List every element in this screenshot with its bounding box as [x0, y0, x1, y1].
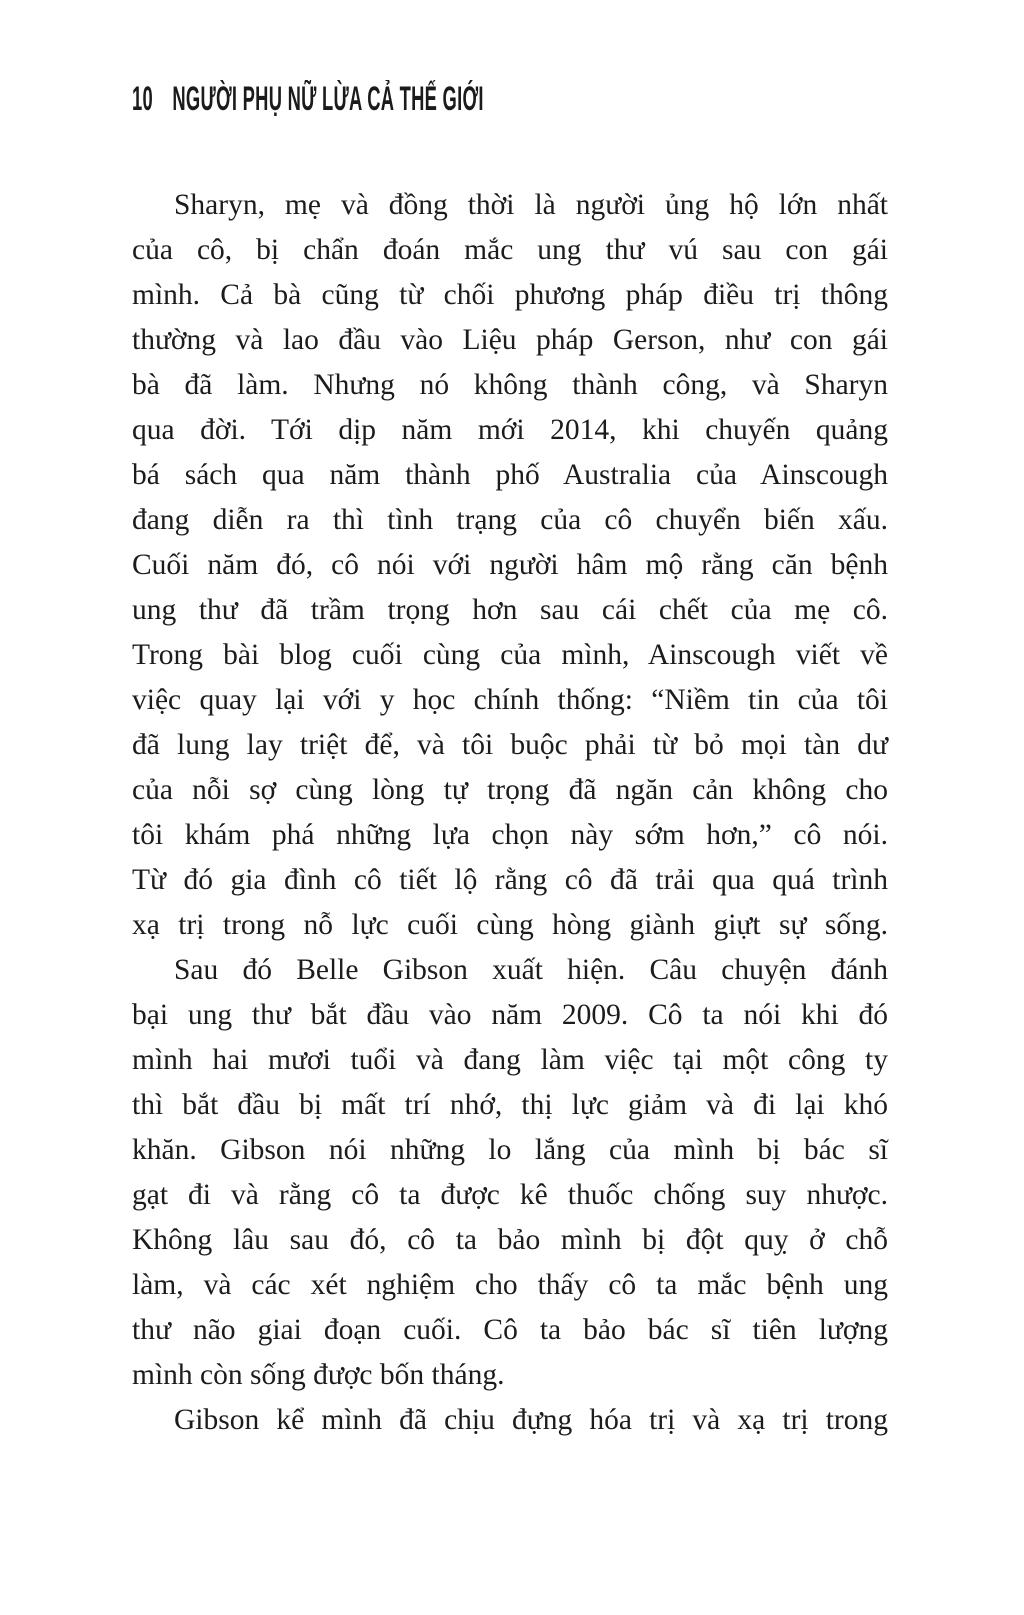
text-line: của nỗi sợ cùng lòng tự trọng đã ngăn cản không cho	[132, 774, 888, 806]
text-line: Sharyn, mẹ và đồng thời là người ủng hộ lớn nhất	[174, 189, 888, 221]
text-line: tôi khám phá những lựa chọn này sớm hơn,” cô nói.	[132, 819, 888, 851]
text-line: bại ung thư bắt đầu vào năm 2009. Cô ta nói khi đó	[132, 999, 888, 1031]
text-line: đang diễn ra thì tình trạng của cô chuyển biến xấu.	[132, 504, 888, 536]
paragraph	[132, 183, 888, 948]
text-line: mình còn sống được bốn tháng.	[132, 1359, 505, 1391]
running-title: NGƯỜI PHỤ NỮ LỪA CẢ THẾ GIỚI	[172, 80, 484, 118]
text-line: thì bắt đầu bị mất trí nhớ, thị lực giảm và đi lại khó	[132, 1089, 888, 1121]
text-line: ung thư đã trầm trọng hơn sau cái chết của mẹ cô.	[132, 594, 888, 626]
text-line: Trong bài blog cuối cùng của mình, Ainscough viết về	[132, 639, 888, 671]
text-line: bá sách qua năm thành phố Australia của Ainscough	[132, 459, 888, 491]
page-header-inner	[132, 82, 484, 116]
text-line: của cô, bị chẩn đoán mắc ung thư vú sau con gái	[132, 234, 888, 266]
text-line: xạ trị trong nỗ lực cuối cùng hòng giành giựt sự sống.	[132, 909, 888, 941]
text-line: Sau đó Belle Gibson xuất hiện. Câu chuyện đánh	[174, 954, 888, 986]
paragraph	[132, 948, 888, 1398]
text-line: mình hai mươi tuổi và đang làm việc tại một công ty	[132, 1044, 888, 1076]
body-text	[132, 183, 888, 1443]
text-line: đã lung lay triệt để, và tôi buộc phải từ bỏ mọi tàn dư	[132, 729, 888, 761]
text-line: thư não giai đoạn cuối. Cô ta bảo bác sĩ tiên lượng	[132, 1314, 888, 1346]
text-line: mình. Cả bà cũng từ chối phương pháp điều trị thông	[132, 279, 888, 311]
text-line: việc quay lại với y học chính thống: “Niềm tin của tôi	[132, 684, 888, 716]
paragraph	[132, 1398, 888, 1443]
text-line: qua đời. Tới dịp năm mới 2014, khi chuyến quảng	[132, 414, 888, 446]
text-line: Không lâu sau đó, cô ta bảo mình bị đột quỵ ở chỗ	[132, 1224, 888, 1256]
text-line: gạt đi và rằng cô ta được kê thuốc chống suy nhược.	[132, 1179, 888, 1211]
text-line: Từ đó gia đình cô tiết lộ rằng cô đã trải qua quá trình	[132, 864, 888, 896]
text-line: Cuối năm đó, cô nói với người hâm mộ rằng căn bệnh	[132, 549, 888, 581]
text-line: thường và lao đầu vào Liệu pháp Gerson, như con gái	[132, 324, 888, 356]
text-line: bà đã làm. Nhưng nó không thành công, và Sharyn	[132, 369, 888, 401]
text-line: Gibson kể mình đã chịu đựng hóa trị và xạ trị trong	[174, 1404, 888, 1436]
page-number: 10	[132, 80, 153, 118]
page-header	[132, 82, 783, 116]
text-line: khăn. Gibson nói những lo lắng của mình bị bác sĩ	[132, 1134, 888, 1166]
text-line: làm, và các xét nghiệm cho thấy cô ta mắc bệnh ung	[132, 1269, 888, 1301]
